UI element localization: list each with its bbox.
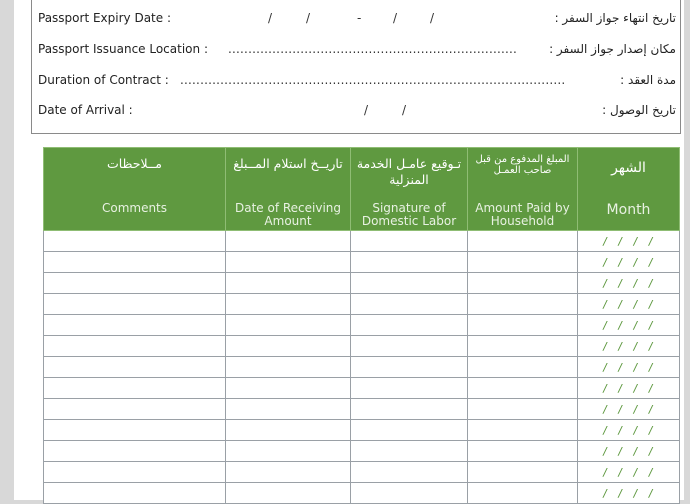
date-separator: / xyxy=(430,11,435,25)
amount-paid-cell[interactable] xyxy=(468,462,578,483)
header-date-received-en: Date of Receiving Amount xyxy=(234,201,342,228)
amount-paid-cell[interactable] xyxy=(468,483,578,504)
date-separator: / xyxy=(364,103,369,117)
header-signature xyxy=(351,148,468,231)
comments-cell[interactable] xyxy=(44,357,226,378)
table-row xyxy=(44,252,680,273)
signature-cell[interactable] xyxy=(351,357,468,378)
month-date-placeholder: / / / / xyxy=(601,276,656,290)
month-date-placeholder: / / / / xyxy=(601,444,656,458)
contract-duration-label-ar: مدة العقد : xyxy=(620,73,676,87)
comments-cell[interactable] xyxy=(44,336,226,357)
amount-paid-cell[interactable] xyxy=(468,357,578,378)
amount-paid-cell[interactable] xyxy=(468,336,578,357)
date-received-cell[interactable] xyxy=(226,399,351,420)
signature-cell[interactable] xyxy=(351,252,468,273)
contract-duration-row xyxy=(32,69,682,91)
month-cell[interactable] xyxy=(578,273,680,294)
contract-duration-label-en: Duration of Contract : xyxy=(38,73,169,87)
comments-cell[interactable] xyxy=(44,231,226,252)
date-received-cell[interactable] xyxy=(226,273,351,294)
amount-paid-cell[interactable] xyxy=(468,378,578,399)
date-separator: / xyxy=(268,11,273,25)
passport-expiry-row xyxy=(32,7,682,29)
header-date-received xyxy=(226,148,351,231)
date-separator: / xyxy=(393,11,398,25)
amount-paid-cell[interactable] xyxy=(468,273,578,294)
header-signature-en: Signature of Domestic Labor xyxy=(361,201,457,228)
signature-cell[interactable] xyxy=(351,315,468,336)
table-header-row xyxy=(44,148,680,231)
passport-issuance-blank: ........................................................................ xyxy=(228,42,518,56)
comments-cell[interactable] xyxy=(44,378,226,399)
table-row xyxy=(44,336,680,357)
month-cell[interactable] xyxy=(578,294,680,315)
date-received-cell[interactable] xyxy=(226,441,351,462)
table-row xyxy=(44,399,680,420)
date-separator: / xyxy=(306,11,311,25)
table-row xyxy=(44,294,680,315)
month-date-placeholder: / / / / xyxy=(601,297,656,311)
date-received-cell[interactable] xyxy=(226,252,351,273)
signature-cell[interactable] xyxy=(351,462,468,483)
month-cell[interactable] xyxy=(578,336,680,357)
amount-paid-cell[interactable] xyxy=(468,420,578,441)
comments-cell[interactable] xyxy=(44,315,226,336)
table-row xyxy=(44,273,680,294)
header-date-received-ar: تاريــخ استلام المــبلغ xyxy=(233,156,343,171)
month-date-placeholder: / / / / xyxy=(601,234,656,248)
signature-cell[interactable] xyxy=(351,378,468,399)
signature-cell[interactable] xyxy=(351,441,468,462)
amount-paid-cell[interactable] xyxy=(468,294,578,315)
comments-cell[interactable] xyxy=(44,420,226,441)
header-comments-en: Comments xyxy=(101,201,168,215)
comments-cell[interactable] xyxy=(44,483,226,504)
comments-cell[interactable] xyxy=(44,273,226,294)
comments-cell[interactable] xyxy=(44,294,226,315)
signature-cell[interactable] xyxy=(351,483,468,504)
signature-cell[interactable] xyxy=(351,336,468,357)
comments-cell[interactable] xyxy=(44,399,226,420)
month-date-placeholder: / / / / xyxy=(601,360,656,374)
month-date-placeholder: / / / / xyxy=(601,339,656,353)
header-month xyxy=(578,148,680,231)
amount-paid-cell[interactable] xyxy=(468,441,578,462)
table-row xyxy=(44,315,680,336)
month-cell[interactable] xyxy=(578,420,680,441)
amount-paid-cell[interactable] xyxy=(468,252,578,273)
signature-cell[interactable] xyxy=(351,399,468,420)
month-cell[interactable] xyxy=(578,231,680,252)
month-cell[interactable] xyxy=(578,399,680,420)
month-cell[interactable] xyxy=(578,315,680,336)
arrival-date-label-en: Date of Arrival : xyxy=(38,103,133,117)
date-separator: / xyxy=(402,103,407,117)
header-amount-paid-ar: المبلغ المدفوع من قبل صاحب العمـل xyxy=(475,154,570,176)
header-amount-paid-en: Amount Paid by Household xyxy=(475,201,570,228)
signature-cell[interactable] xyxy=(351,294,468,315)
passport-issuance-row xyxy=(32,38,682,60)
date-received-cell[interactable] xyxy=(226,357,351,378)
comments-cell[interactable] xyxy=(44,441,226,462)
header-signature-ar: تـوقيع عامـل الخدمة المنزلية xyxy=(356,156,462,187)
header-comments-ar: مــلاحظات xyxy=(106,156,163,171)
date-received-cell[interactable] xyxy=(226,231,351,252)
month-date-placeholder: / / / / xyxy=(601,423,656,437)
date-received-cell[interactable] xyxy=(226,483,351,504)
date-received-cell[interactable] xyxy=(226,294,351,315)
amount-paid-cell[interactable] xyxy=(468,315,578,336)
table-row xyxy=(44,462,680,483)
month-cell[interactable] xyxy=(578,378,680,399)
arrival-date-label-ar: تاريخ الوصول : xyxy=(602,103,676,117)
date-received-cell[interactable] xyxy=(226,378,351,399)
header-month-ar: الشهر xyxy=(611,160,646,176)
month-cell[interactable] xyxy=(578,441,680,462)
table-row xyxy=(44,483,680,504)
signature-cell[interactable] xyxy=(351,231,468,252)
comments-cell[interactable] xyxy=(44,252,226,273)
date-dash: - xyxy=(357,11,362,25)
signature-cell[interactable] xyxy=(351,273,468,294)
amount-paid-cell[interactable] xyxy=(468,399,578,420)
month-date-placeholder: / / / / xyxy=(601,465,656,479)
month-cell[interactable] xyxy=(578,252,680,273)
month-cell[interactable] xyxy=(578,357,680,378)
passport-expiry-label-en: Passport Expiry Date : xyxy=(38,11,171,25)
month-date-placeholder: / / / / xyxy=(601,402,656,416)
month-date-placeholder: / / / / xyxy=(601,318,656,332)
date-received-cell[interactable] xyxy=(226,420,351,441)
table-row xyxy=(44,357,680,378)
date-received-cell[interactable] xyxy=(226,336,351,357)
date-received-cell[interactable] xyxy=(226,462,351,483)
comments-cell[interactable] xyxy=(44,462,226,483)
form-page xyxy=(14,0,684,500)
amount-paid-cell[interactable] xyxy=(468,231,578,252)
header-comments xyxy=(44,148,226,231)
month-date-placeholder: / / / / xyxy=(601,255,656,269)
date-received-cell[interactable] xyxy=(226,315,351,336)
passport-issuance-label-ar: مكان إصدار جواز السفر : xyxy=(549,42,676,56)
passport-expiry-label-ar: تاريخ انتهاء جواز السفر : xyxy=(554,11,676,25)
passport-issuance-label-en: Passport Issuance Location : xyxy=(38,42,208,56)
contract-duration-blank: ................................................................................................ xyxy=(180,73,566,87)
payment-log-table xyxy=(43,147,680,504)
month-date-placeholder: / / / / xyxy=(601,486,656,500)
table-row xyxy=(44,231,680,252)
personal-info-box xyxy=(31,0,681,134)
header-amount-paid xyxy=(468,148,578,231)
header-month-en: Month xyxy=(606,202,651,218)
month-cell[interactable] xyxy=(578,483,680,504)
month-date-placeholder: / / / / xyxy=(601,381,656,395)
month-cell[interactable] xyxy=(578,462,680,483)
signature-cell[interactable] xyxy=(351,420,468,441)
table-row xyxy=(44,441,680,462)
arrival-date-row xyxy=(32,99,682,121)
table-body xyxy=(44,231,680,504)
table-row xyxy=(44,378,680,399)
table-row xyxy=(44,420,680,441)
